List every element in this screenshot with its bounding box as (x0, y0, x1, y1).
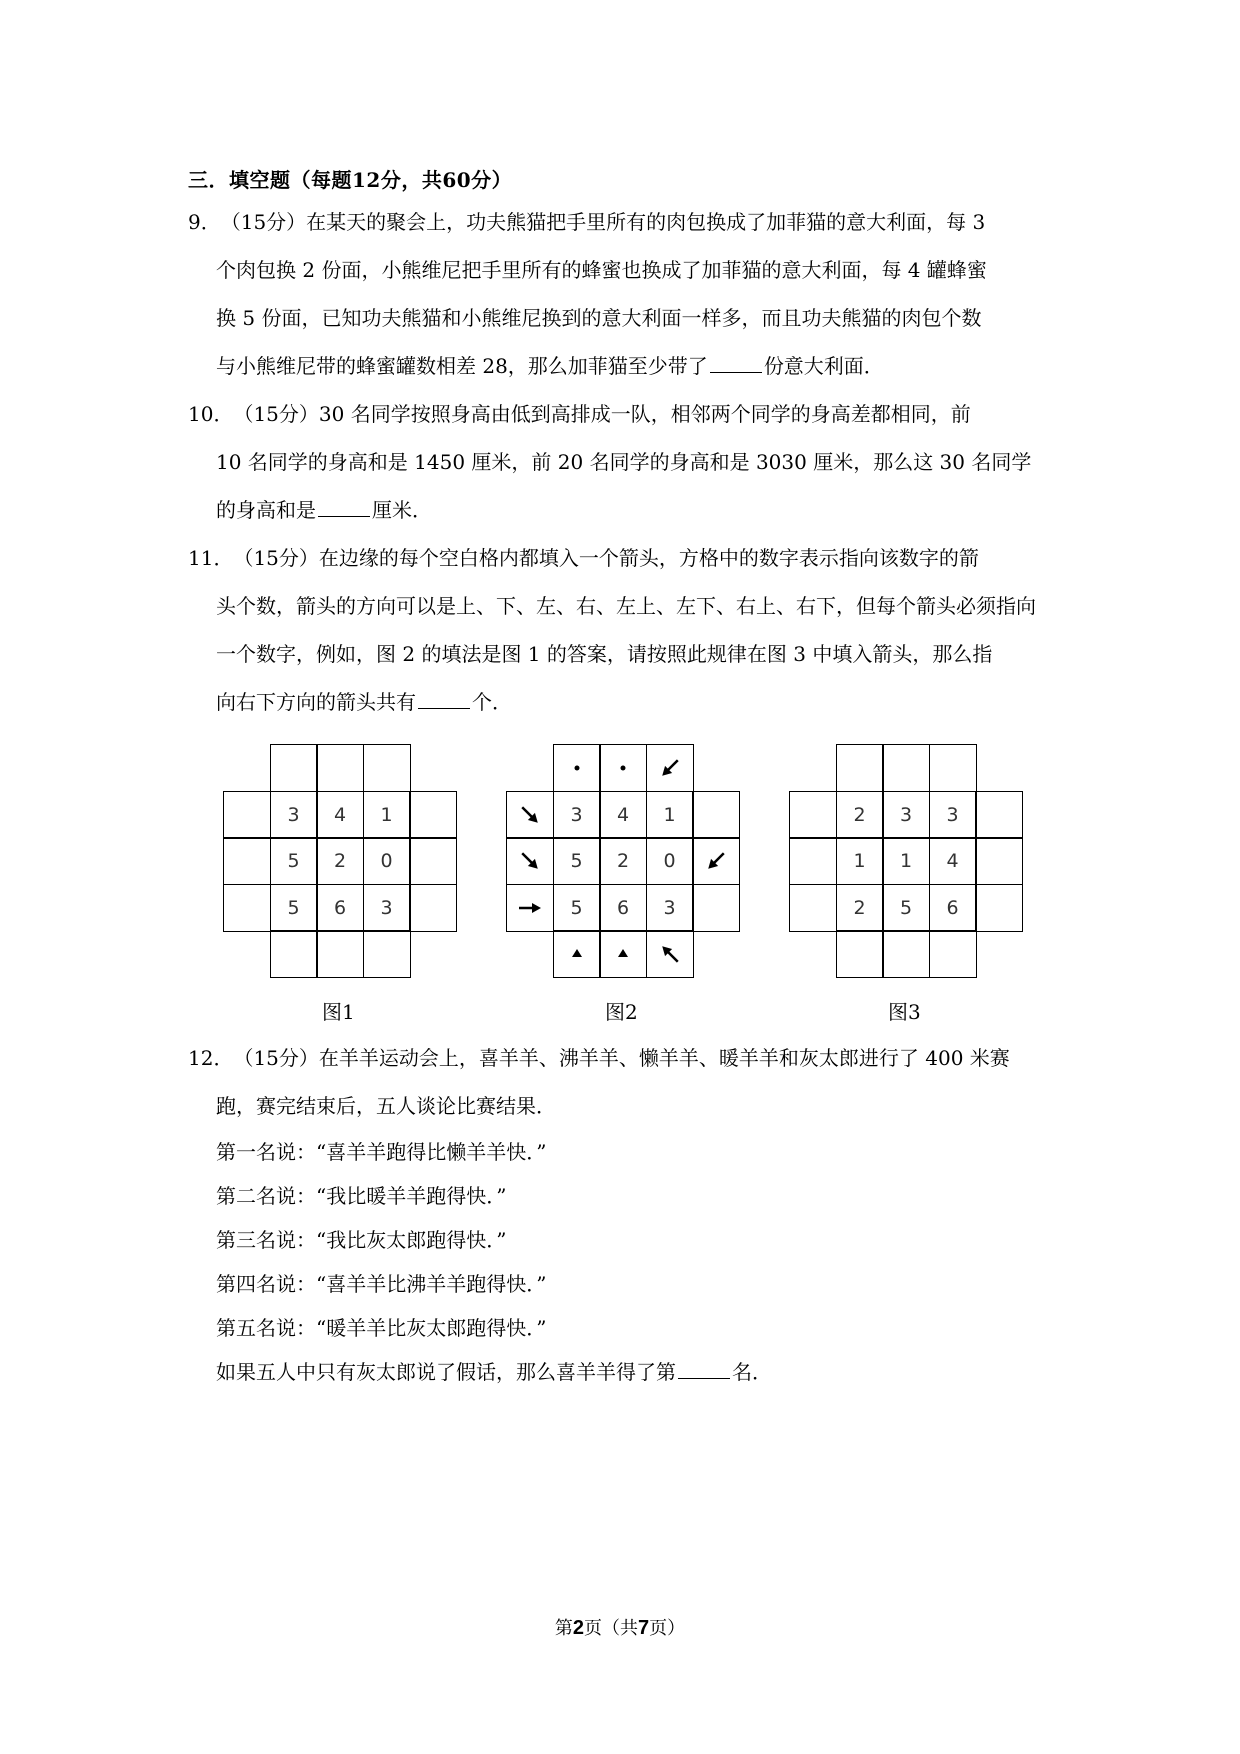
number-cell: 5 (270, 837, 318, 885)
answer-blank[interactable] (710, 354, 762, 373)
number-cell: 5 (270, 884, 318, 932)
empty-edge-cell[interactable] (789, 884, 837, 932)
total-page-number: 7 (638, 1617, 650, 1639)
empty-edge-cell[interactable] (223, 837, 271, 885)
arrow-cell (506, 884, 554, 932)
question-text: （15分）在羊羊运动会上，喜羊羊、沸羊羊、懒羊羊、暖羊羊和灰太郎进行了 400 米赛 (233, 1046, 1010, 1070)
number-cell: 5 (553, 884, 601, 932)
empty-edge-cell[interactable] (882, 930, 930, 978)
number-cell: 1 (363, 791, 411, 839)
puzzle-grid (789, 744, 1029, 984)
statement: 第四名说：“喜羊羊比沸羊羊跑得快．” (216, 1272, 547, 1296)
empty-edge-cell[interactable] (836, 744, 884, 792)
empty-edge-cell[interactable] (882, 744, 930, 792)
statement: 第二名说：“我比暖羊羊跑得快．” (216, 1184, 507, 1208)
question-text: 头个数，箭头的方向可以是上、下、左、右、左上、左下、右上、右下，但每个箭头必须指向 (216, 594, 1036, 618)
arrow-cell (553, 744, 601, 792)
empty-edge-cell[interactable] (223, 791, 271, 839)
empty-edge-cell[interactable] (363, 930, 411, 978)
question-text: 名． (732, 1360, 772, 1384)
answer-blank[interactable] (678, 1360, 730, 1379)
question-text: 如果五人中只有灰太郎说了假话，那么喜羊羊得了第 (216, 1360, 676, 1384)
empty-edge-cell[interactable] (409, 884, 457, 932)
number-cell: 3 (929, 791, 977, 839)
answer-blank[interactable] (418, 690, 470, 709)
arrow-cell (506, 791, 554, 839)
empty-edge-cell[interactable] (975, 791, 1023, 839)
empty-edge-cell[interactable] (789, 837, 837, 885)
section-title: 三．填空题（每题12分，共60分） (188, 168, 513, 192)
number-cell: 5 (882, 884, 930, 932)
empty-edge-cell[interactable] (270, 930, 318, 978)
number-cell: 4 (599, 791, 647, 839)
number-cell: 2 (316, 837, 364, 885)
number-cell: 3 (553, 791, 601, 839)
number-cell: 6 (599, 884, 647, 932)
arrow-cell (599, 744, 647, 792)
question-text: 与小熊维尼带的蜂蜜罐数相差 28，那么加菲猫至少带了 (216, 354, 708, 378)
question-text: 份意大利面． (763, 354, 884, 378)
question-text: 厘米． (372, 498, 432, 522)
arrow-cell (553, 930, 601, 978)
number-cell: 1 (646, 791, 694, 839)
number-cell: 6 (929, 884, 977, 932)
question-text: 跑，赛完结束后，五人谈论比赛结果． (216, 1094, 556, 1118)
empty-edge-cell[interactable] (270, 744, 318, 792)
arrow-cell (646, 930, 694, 978)
figure-caption: 图2 (605, 1000, 638, 1024)
page-footer (0, 1614, 1240, 1640)
question-number: 10． (188, 402, 234, 426)
empty-edge-cell[interactable] (929, 930, 977, 978)
empty-edge-cell[interactable] (363, 744, 411, 792)
footer-text: 第 (554, 1618, 573, 1639)
figure-caption: 图3 (888, 1000, 921, 1024)
answer-blank[interactable] (318, 498, 370, 517)
puzzle-grid (223, 744, 463, 984)
number-cell: 4 (929, 837, 977, 885)
question-text: 10 名同学的身高和是 1450 厘米，前 20 名同学的身高和是 3030 厘米，那么这 30 名同学 (216, 450, 1032, 474)
empty-edge-cell[interactable] (316, 930, 364, 978)
empty-edge-cell[interactable] (223, 884, 271, 932)
number-cell: 4 (316, 791, 364, 839)
puzzle-grid (506, 744, 746, 984)
question-text: （15分）30 名同学按照身高由低到高排成一队，相邻两个同学的身高差都相同，前 (233, 402, 971, 426)
empty-edge-cell[interactable] (929, 744, 977, 792)
number-cell: 3 (363, 884, 411, 932)
question-text: 个． (472, 690, 512, 714)
number-cell: 0 (363, 837, 411, 885)
question-text: 个肉包换 2 份面，小熊维尼把手里所有的蜂蜜也换成了加菲猫的意大利面，每 4 罐蜂蜜 (216, 258, 987, 282)
question-10 (188, 390, 1058, 534)
arrow-cell (692, 837, 740, 885)
question-9 (188, 198, 1058, 390)
question-number: 9． (188, 210, 221, 234)
question-number: 12． (188, 1046, 234, 1070)
number-cell: 1 (882, 837, 930, 885)
number-cell: 2 (836, 791, 884, 839)
number-cell: 1 (836, 837, 884, 885)
empty-edge-cell[interactable] (409, 837, 457, 885)
empty-edge-cell[interactable] (692, 884, 740, 932)
empty-edge-cell[interactable] (316, 744, 364, 792)
empty-edge-cell[interactable] (836, 930, 884, 978)
number-cell: 0 (646, 837, 694, 885)
empty-edge-cell[interactable] (692, 791, 740, 839)
footer-text: 页（共 (584, 1618, 638, 1639)
question-text: （15分）在某天的聚会上，功夫熊猫把手里所有的肉包换成了加菲猫的意大利面，每 3 (220, 210, 986, 234)
empty-edge-cell[interactable] (975, 884, 1023, 932)
number-cell: 2 (836, 884, 884, 932)
statement: 第五名说：“暖羊羊比灰太郎跑得快．” (216, 1316, 547, 1340)
number-cell: 6 (316, 884, 364, 932)
number-cell: 3 (646, 884, 694, 932)
question-text: 一个数字，例如，图 2 的填法是图 1 的答案，请按照此规律在图 3 中填入箭头，那么指 (216, 642, 993, 666)
number-cell: 3 (270, 791, 318, 839)
statement: 第一名说：“喜羊羊跑得比懒羊羊快．” (216, 1140, 547, 1164)
empty-edge-cell[interactable] (409, 791, 457, 839)
question-text: 的身高和是 (216, 498, 316, 522)
figure-caption: 图1 (322, 1000, 355, 1024)
empty-edge-cell[interactable] (789, 791, 837, 839)
number-cell: 5 (553, 837, 601, 885)
question-11 (188, 534, 1058, 726)
question-12 (188, 1034, 1058, 1394)
arrow-cell (506, 837, 554, 885)
footer-text: 页） (649, 1618, 686, 1639)
current-page-number: 2 (572, 1617, 584, 1639)
empty-edge-cell[interactable] (975, 837, 1023, 885)
question-text: 向右下方向的箭头共有 (216, 690, 416, 714)
question-text: （15分）在边缘的每个空白格内都填入一个箭头，方格中的数字表示指向该数字的箭 (233, 546, 979, 570)
arrow-cell (599, 930, 647, 978)
number-cell: 2 (599, 837, 647, 885)
question-number: 11． (188, 546, 234, 570)
number-cell: 3 (882, 791, 930, 839)
statement: 第三名说：“我比灰太郎跑得快．” (216, 1228, 507, 1252)
arrow-cell (646, 744, 694, 792)
question-text: 换 5 份面，已知功夫熊猫和小熊维尼换到的意大利面一样多，而且功夫熊猫的肉包个数 (216, 306, 982, 330)
